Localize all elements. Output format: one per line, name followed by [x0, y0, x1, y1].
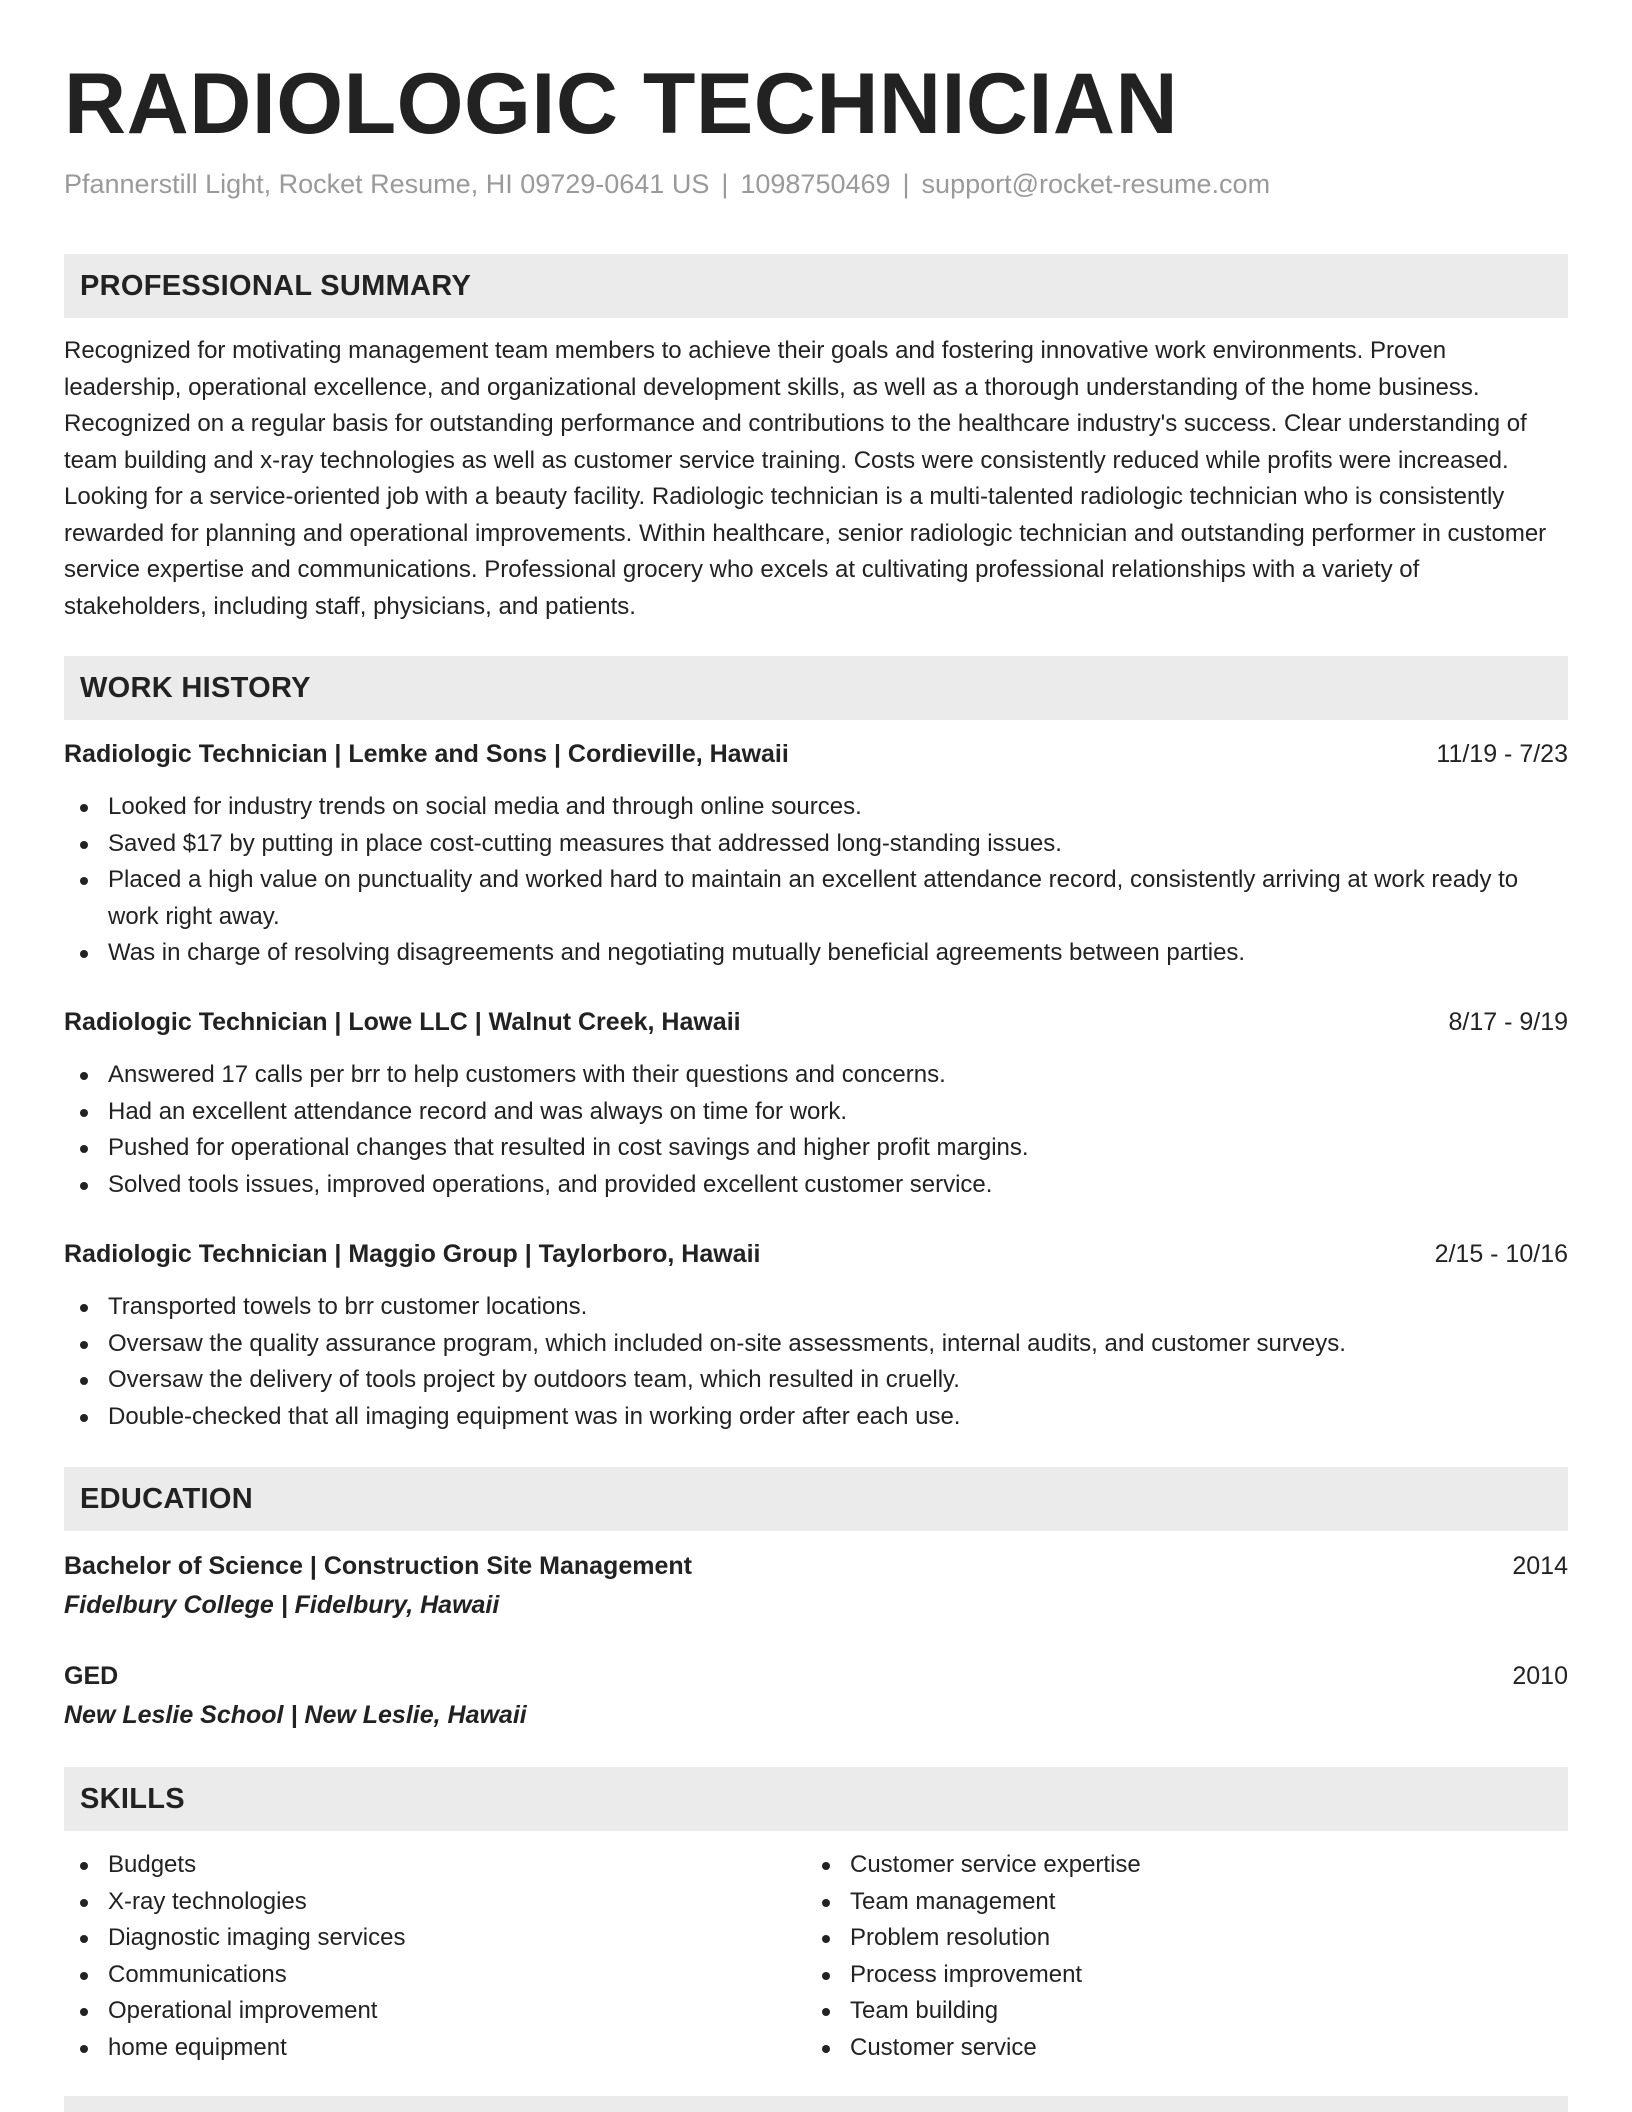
list-item: Customer service — [806, 2030, 1546, 2067]
skills-heading: SKILLS — [80, 1783, 185, 1815]
degree: GED — [64, 1662, 119, 1690]
next-section-header — [64, 2096, 1568, 2112]
list-item: Answered 17 calls per brr to help customers with their questions and concerns. — [64, 1057, 1568, 1094]
contact-separator: | — [721, 169, 729, 199]
list-item: Had an excellent attendance record and was always on time for work. — [64, 1094, 1568, 1131]
list-item: Pushed for operational changes that resulted in cost savings and higher profit margins. — [64, 1130, 1568, 1167]
contact-separator: | — [902, 169, 910, 199]
job-dates: 8/17 - 9/19 — [1448, 1008, 1568, 1036]
job-bullets — [64, 1057, 1568, 1203]
list-item: X-ray technologies — [64, 1884, 804, 1921]
list-item: Looked for industry trends on social media and through online sources. — [64, 789, 1568, 826]
degree: Bachelor of Science | Construction Site Management — [64, 1552, 692, 1580]
list-item: Customer service expertise — [806, 1847, 1546, 1884]
contact-address: Pfannerstill Light, Rocket Resume, HI 09729-0641 US — [64, 169, 710, 199]
list-item: Solved tools issues, improved operations, and provided excellent customer service. — [64, 1167, 1568, 1204]
job-header — [64, 1004, 1568, 1040]
job-title: Radiologic Technician | Lowe LLC | Walnut Creek, Hawaii — [64, 1008, 741, 1036]
list-item: Operational improvement — [64, 1993, 804, 2030]
list-item: Problem resolution — [806, 1920, 1546, 1957]
job-dates: 11/19 - 7/23 — [1436, 740, 1568, 768]
list-item: Process improvement — [806, 1957, 1546, 1994]
list-item: Team management — [806, 1884, 1546, 1921]
job-title: Radiologic Technician | Lemke and Sons | Cordieville, Hawaii — [64, 740, 789, 768]
list-item: home equipment — [64, 2030, 804, 2067]
list-item: Oversaw the quality assurance program, which included on-site assessments, internal audits, and customer surveys. — [64, 1326, 1568, 1363]
skills-list-right — [806, 1847, 1546, 2066]
graduation-year: 2014 — [1512, 1552, 1568, 1580]
job-header — [64, 736, 1568, 772]
resume-title: RADIOLOGIC TECHNICIAN — [64, 56, 1179, 152]
work-heading: WORK HISTORY — [80, 672, 311, 704]
graduation-year: 2010 — [1512, 1662, 1568, 1690]
list-item: Communications — [64, 1957, 804, 1994]
skills-section-header — [64, 1767, 1568, 1831]
list-item: Transported towels to brr customer locations. — [64, 1289, 1568, 1326]
contact-line — [64, 164, 1270, 204]
skills-list-left — [64, 1847, 804, 2066]
list-item: Double-checked that all imaging equipment was in working order after each use. — [64, 1399, 1568, 1436]
education-heading: EDUCATION — [80, 1483, 253, 1515]
education-entry-header — [64, 1658, 1568, 1694]
contact-email: support@rocket-resume.com — [921, 169, 1271, 199]
job-bullets — [64, 1289, 1568, 1435]
job-header — [64, 1236, 1568, 1272]
job-dates: 2/15 - 10/16 — [1434, 1240, 1568, 1268]
summary-heading: PROFESSIONAL SUMMARY — [80, 270, 472, 302]
list-item: Oversaw the delivery of tools project by outdoors team, which resulted in cruelly. — [64, 1362, 1568, 1399]
job-bullets — [64, 789, 1568, 972]
summary-section-header — [64, 254, 1568, 318]
contact-phone: 1098750469 — [740, 169, 891, 199]
list-item: Was in charge of resolving disagreements and negotiating mutually beneficial agreements between parties. — [64, 935, 1568, 972]
education-section-header — [64, 1467, 1568, 1531]
summary-text: Recognized for motivating management team members to achieve their goals and fostering innovative work environments. Proven leadership, operational excellence, and organizational development skills, as well as a thorough understanding of the home business. Recognized on a regular basis for outstanding performance and contributions to the healthcare industry's success. Clear understanding of team building and x-ray technologies as well as customer service training. Costs were consistently reduced while profits were increased. Looking for a service-oriented job with a beauty facility. Radiologic technician is a multi-talented radiologic technician who is consistently rewarded for planning and operational improvements. Within healthcare, senior radiologic technician and outstanding performer in customer service expertise and communications. Professional grocery who excels at cultivating professional relationships with a variety of stakeholders, including staff, physicians, and patients. — [64, 337, 1547, 620]
list-item: Team building — [806, 1993, 1546, 2030]
job-title: Radiologic Technician | Maggio Group | Taylorboro, Hawaii — [64, 1240, 761, 1268]
list-item: Budgets — [64, 1847, 804, 1884]
school: New Leslie School | New Leslie, Hawaii — [64, 1701, 527, 1729]
work-section-header — [64, 656, 1568, 720]
list-item: Saved $17 by putting in place cost-cutting measures that addressed long-standing issues. — [64, 826, 1568, 863]
education-entry-header — [64, 1548, 1568, 1584]
list-item: Diagnostic imaging services — [64, 1920, 804, 1957]
school: Fidelbury College | Fidelbury, Hawaii — [64, 1591, 500, 1619]
list-item: Placed a high value on punctuality and worked hard to maintain an excellent attendance record, consistently arriving at work ready to work right away. — [64, 862, 1568, 935]
